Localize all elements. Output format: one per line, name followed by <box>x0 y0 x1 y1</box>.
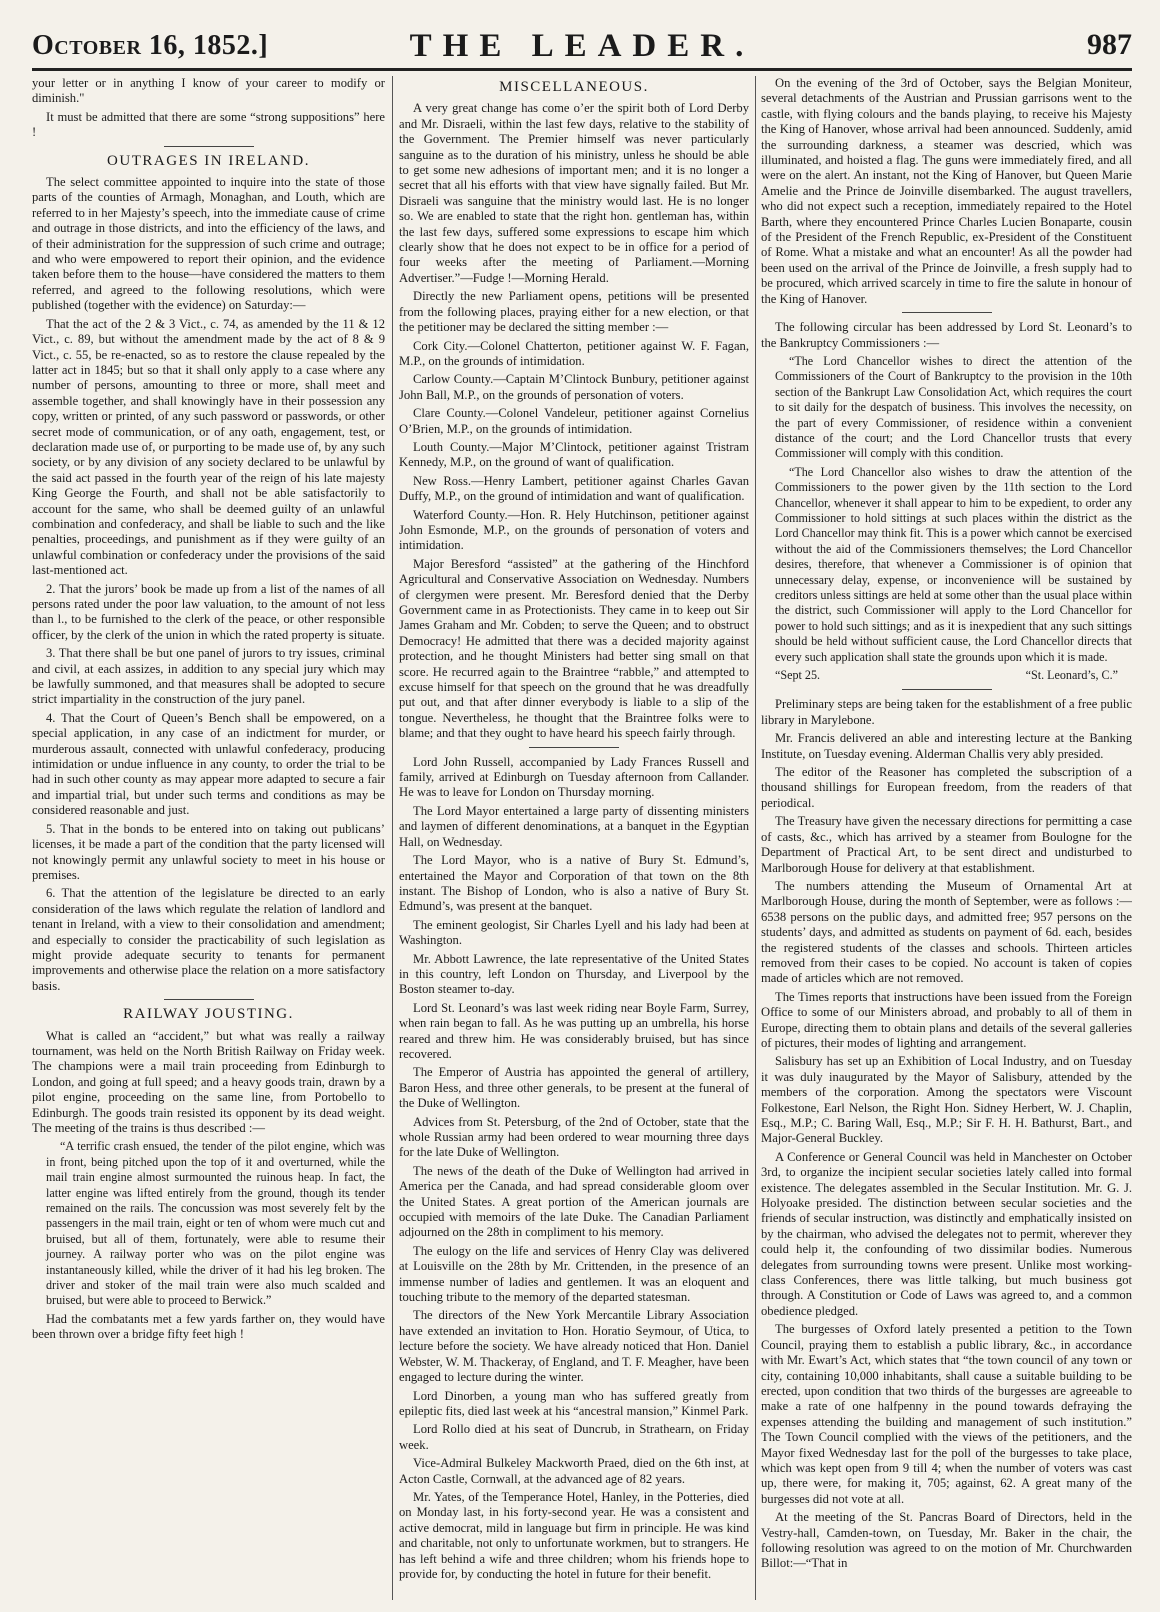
resolution-item: 6. That the attention of the legislature be directed to an early consideration of the laws which regulate the relation of landlord and tenant in Ireland, with a view to their consolidation and amendment; and especially to consider the practicability of such legislation as might provide adequate security to tenants for permanent improvements and otherwise place the relation on a more satisfactory basis. <box>32 886 385 993</box>
news-item: The burgesses of Oxford lately presented a petition to the Town Council, praying them to establish a public library, &c., in accordance with Mr. Ewart’s Act, which states that “the town council of any town or city, containing 10,000 inhabitants, shall cause a suitable building to be erected, upon condition that two thirds of the burgesses are agreeable to make a rate of one halfpenny in the pound towards defraying the expenses attending the building and management of such institution.” The Town Council complied with the views of the petitioners, and the Mayor fixed Wednesday last for the poll of the burgesses to take place, which was kept open from 9 till 4; when the number of voters was cast up, there were, for making it, 705; against, 62. A great many of the burgesses did not vote at all. <box>761 1322 1132 1506</box>
signature-date: “Sept 25. <box>775 668 821 683</box>
news-item: Lord St. Leonard’s was last week riding near Boyle Farm, Surrey, when rain began to fall. As he was putting up an umbrella, his horse reared and threw him. He was considerably bruised, but has since recovered. <box>399 1000 749 1061</box>
circular-paragraph: “The Lord Chancellor wishes to direct the attention of the Commissioners of the Court of Bankruptcy to the provision in the 10th section of the Bankrupt Law Consolidation Act, which requires the court to sit daily for the despatch of business. This involves the necessity, on the part of every Commissioner, of residence within a convenient distance of the court; and the Lord Chancellor trusts that every Commissioner will comply with this condition. <box>775 353 1132 461</box>
news-item: The eminent geologist, Sir Charles Lyell and his lady had been at Washington. <box>399 917 749 948</box>
circular-signature <box>761 668 1132 683</box>
resolution-item: 5. That in the bonds to be entered into on taking out publicans’ licenses, it be made a part of the condition that the party licensed will not knowingly permit any unlawful society to meet in his house or premises. <box>32 821 385 882</box>
petition-item: Waterford County.—Hon. R. Hely Hutchinson, petitioner against John Esmonde, M.P., on the grounds of personation of voters and intimidation. <box>399 507 749 553</box>
petition-item: Carlow County.—Captain M’Clintock Bunbury, petitioner against John Ball, M.P., on the grounds of personation of voters. <box>399 372 749 402</box>
article-paragraph: The select committee appointed to inquire into the state of those parts of the counties of Armagh, Monaghan, and Louth, which are referred to in her Majesty’s speech, into the immediate cause of crime and outrage in those districts, and into the efficiency of the laws, and of their administration for the suppression of such crime and outrage; and who were empowered to report their opinion, and the evidence taken before them to the house—have considered the matters to them referred, and agreed to the following resolutions, which were published (together with the evidence) on Saturday:— <box>32 175 385 313</box>
news-item: The Lord Mayor, who is a native of Bury St. Edmund’s, entertained the Mayor and Corporation of that town on the 8th instant. The Bishop of London, who is also a native of Bury St. Edmund’s, was present at the banquet. <box>399 853 749 914</box>
news-item: The Times reports that instructions have been issued from the Foreign Office to some of our Ministers abroad, and probably to all of them in Europe, directing them to obtain plans and details of the several galleries of pictures, their modes of lighting and arrangement. <box>761 989 1132 1050</box>
news-item: The Treasury have given the necessary directions for permitting a case of casts, &c., which has arrived by a steamer from Boulogne for the Department of Practical Art, to be sent direct and undisturbed to Marlborough House for delivery at that establishment. <box>761 814 1132 875</box>
news-item: At the meeting of the St. Pancras Board of Directors, held in the Vestry-hall, Camden-town, on Tuesday, Mr. Baker in the chair, the following resolution was agreed to on the motion of Mr. Churchwarden Billot:—“That in <box>761 1510 1132 1571</box>
news-item: A Conference or General Council was held in Manchester on October 3rd, to organize the incipient secular societies lately called into formal existence. The delegates assembled in the Secular Institution. Mr. G. J. Holyoake presided. The distinction between secular societies and the friends of secular instruction, was distinctly and emphatically insisted on by the chairman, who advised the delegates not to permit, wherever they could help it, the confounding of two dissimilar bodies. Numerous delegates from surrounding towns were present. Unlike most working-class Conferences, there was little talking, but much business got through. A Constitution or Code of Laws was agreed to, and a common obedience pledged. <box>761 1149 1132 1318</box>
news-item: The directors of the New York Mercantile Library Association have extended an invitation to Hon. Horatio Seymour, of Utica, to lecture before the society. We have already noticed that Hon. Daniel Webster, W. M. Thackeray, of England, and T. F. Meagher, have been engaged to lecture during the winter. <box>399 1308 749 1385</box>
resolution-item: 3. That there shall be but one panel of jurors to try issues, criminal and civil, at each assizes, in addition to any special jury which may be lawfully summoned, and that measures shall be adopted to secure strict impartiality in the construction of the jury panel. <box>32 646 385 707</box>
news-item: The news of the death of the Duke of Wellington had arrived in America per the Canada, and had spread considerable gloom over the United States. A great portion of the American journals are occupied with memoirs of the late Duke. The Canadian Parliament adjourned on the 28th in compliment to his memory. <box>399 1163 749 1240</box>
heading-miscellaneous: MISCELLANEOUS. <box>499 79 649 95</box>
section-separator <box>164 999 254 1000</box>
block-quote: “A terrific crash ensued, the tender of the pilot engine, which was in front, being pitched upon the top of it and overturned, while the mail train engine almost surmounted the ruinous heap. In fact, the latter engine was lifted entirely from the ground, though its tender remained on the rails. The concussion was most severely felt by the passengers in the mail train, eight or ten of whom were much cut and bruised, but all of them, fortunately, were able to resume their journey. A railway porter who was on the pilot engine was instantaneously killed, while the driver of it had his leg broken. The driver and stoker of the mail train were also much scalded and bruised, but were able to proceed to Berwick.” <box>46 1139 385 1308</box>
news-item: The Emperor of Austria has appointed the general of artillery, Baron Hess, and three other generals, to be present at the funeral of the Duke of Wellington. <box>399 1065 749 1111</box>
article-paragraph: What is called an “accident,” but what was really a railway tournament, was held on the North British Railway on Friday week. The champions were a mail train proceeding from Edinburgh to London, and going at full speed; and a heavy goods train, drawn by a pilot engine, proceeding on the same line, from Portobello to Edinburgh. The goods train resisted its opponent by its dead weight. The meeting of the trains is thus described :— <box>32 1028 385 1135</box>
news-item: Lord Dinorben, a young man who has suffered greatly from epileptic fits, died last week at his “ancestral mansion,” Kinmel Park. <box>399 1388 749 1418</box>
section-separator <box>902 312 992 313</box>
resolution-item: 4. That the Court of Queen’s Bench shall be empowered, on a special application, in any case of an indictment for murder, or murderous assault, connected with unlawful confederacy, producing intimidation or undue influence in any county, to order the trial to be had in such other county as may appear more adapted to secure a fair and impartial trial, but under such terms and conditions as may be considered reasonable and just. <box>32 710 385 818</box>
news-item: The eulogy on the life and services of Henry Clay was delivered at Louisville on the 28th by Mr. Crittenden, in the presence of an immense number of ladies and gentlemen. It was an eloquent and touching tribute to the memory of the departed statesman. <box>399 1243 749 1305</box>
article-paragraph: A very great change has come o’er the spirit both of Lord Derby and Mr. Disraeli, within the last few days, relative to the stability of the Government. The Premier himself was never particularly sanguine as to the duration of his ministry, unless he should be able to get some new adhesions of important men; and it is no longer a secret that all his efforts with that view have signally failed. But Mr. Disraeli was sanguine that the ministry would last. He is no longer so. We are enabled to state that the right hon. gentleman has, within the last few days, suffered some expressions to escape him which clearly show that he does not expect to be in office for a period of four weeks after the meeting of Parliament.—Morning Advertiser.”—Fudge !—Morning Herald. <box>399 101 749 285</box>
article-paragraph: The following circular has been addressed by Lord St. Leonard’s to the Bankruptcy Commissioners :— <box>761 320 1132 350</box>
article-paragraph: On the evening of the 3rd of October, says the Belgian Moniteur, several detachments of the Austrian and Prussian garrisons went to the castle, with flying colours and the bands playing, to receive his Majesty the King of Hanover, whose arrival had been announced. Suddenly, amid the surrounding darkness, a steamer was descried, which was illuminated, and hoisted a flag. The guns were immediately fired, and all were on the alert. An instant, not the King of Hanover, but Queen Marie Amelie and the Prince de Joinville disembarked. The august travellers, who did not expect such a reception, immediately repaired to the Hotel Barth, where they encountered Prince Charles Lucien Bonaparte, cousin of the President of the French Republic, ex-President of the Constituent of Rome. What a mistake and what an encounter! As all the powder had been used on the arrival of the Prince de Joinville, a fresh supply had to be procured, which arrived scarcely in time to fire the salute in honour of the King of Hanover. <box>761 76 1132 306</box>
petition-item: New Ross.—Henry Lambert, petitioner against Charles Gavan Duffy, M.P., on the ground of intimidation and want of qualification. <box>399 473 749 504</box>
column-2 <box>399 76 749 1600</box>
section-separator <box>902 689 992 690</box>
column-3 <box>761 76 1132 1600</box>
heading-railway: RAILWAY JOUSTING. <box>123 1006 294 1023</box>
news-item: Vice-Admiral Bulkeley Mackworth Praed, died on the 6th inst, at Acton Castle, Cornwall, at the advanced age of 82 years. <box>399 1456 749 1486</box>
news-item: Lord Rollo died at his seat of Duncrub, in Strathearn, on Friday week. <box>399 1422 749 1452</box>
news-item: Mr. Francis delivered an able and interesting lecture at the Banking Institute, on Tuesday evening. Alderman Challis very ably presided. <box>761 731 1132 761</box>
column-divider <box>755 76 756 1600</box>
intro-paragraph: your letter or in anything I know of your career to modify or diminish." <box>32 76 385 106</box>
news-item: Mr. Yates, of the Temperance Hotel, Hanley, in the Potteries, died on Monday last, in his forty-second year. He was a consistent and active democrat, mild in language but firm in principle. He was kind and charitable, not only to unfortunate workmen, but to strangers. He has left behind a wife and three children; whom his friends hope to provide for, by conducting the hotel in future for their benefit. <box>399 1489 749 1581</box>
article-paragraph: Directly the new Parliament opens, petitions will be presented from the following places, praying either for a new election, or that the petitioner may be declared the sitting member :— <box>399 289 749 335</box>
petition-item: Clare County.—Colonel Vandeleur, petitioner against Cornelius O’Brien, M.P., on the grounds of intimidation. <box>399 406 749 436</box>
page-number: 987 <box>1087 28 1132 61</box>
news-item: Salisbury has set up an Exhibition of Local Industry, and on Tuesday it was duly inaugurated by the Mayor of Salisbury, attended by the members of the corporation. Among the spectators were Viscount Folkestone, Earl Nelson, the Right Hon. Sidney Herbert, W. J. Chaplin, Esq., M.P.; C. Baring Wall, Esq., M.P.; Sir F. H. H. Bathurst, Bart., and Major-General Buckley. <box>761 1054 1132 1146</box>
news-item: The Lord Mayor entertained a large party of dissenting ministers and laymen of different denominations, at a banquet in the Egyptian Hall, on Wednesday. <box>399 803 749 849</box>
resolution-item: That the act of the 2 & 3 Vict., c. 74, as amended by the 11 & 12 Vict., c. 89, but without the amendment made by the act of 8 & 9 Vict., c. 55, be re-enacted, so as to restore the clause repealed by the latter act in 1845; but so that it shall only apply to a case where any number of persons, amounting to three or more, shall meet and assemble together, and shall knowingly have in their possession any copy, written or printed, of any such password or passwords, or other secret mode of communication, or of any oath, engagement, test, or declaration made use of, or purporting to be made use of, by any such society, or by any division of any society declared to be unlawful by the said act passed in the fourth year of the reign of his late majesty King George the Fourth, and shall not be able satisfactorily to account for the same, who shall be deemed guilty of an unlawful combination and confederacy, and shall be liable to such and the like penalties, proceedings, and punishment as if they were guilty of an unlawful combination or confederacy under the provisions of the said last-mentioned act. <box>32 316 385 578</box>
signature-name: “St. Leonard’s, C.” <box>1025 668 1118 683</box>
section-separator <box>529 747 619 748</box>
article-paragraph: Had the combatants met a few yards farther on, they would have been thrown over a bridge fifty feet high ! <box>32 1311 385 1342</box>
issue-date: October 16, 1852.] <box>32 30 269 61</box>
section-separator <box>164 146 254 147</box>
resolution-item: 2. That the jurors’ book be made up from a list of the names of all persons rated under the poor law valuation, to the amount of not less than l., to be furnished to the clerk of the peace, or other responsible officer, by the clerk of the union in which the rated property is situate. <box>32 581 385 642</box>
petition-item: Cork City.—Colonel Chatterton, petitioner against W. F. Fagan, M.P., on the grounds of intimidation. <box>399 338 749 368</box>
news-item: Preliminary steps are being taken for the establishment of a free public library in Marylebone. <box>761 697 1132 727</box>
news-item: Advices from St. Petersburg, of the 2nd of October, state that the whole Russian army had been ordered to wear mourning three days for the late Duke of Wellington. <box>399 1114 749 1160</box>
column-divider <box>392 76 393 1600</box>
circular-paragraph: “The Lord Chancellor also wishes to draw the attention of the Commissioners to the power given by the 11th section to the Lord Chancellor, whenever it shall appear to him to be expedient, to order any Commissioner to hold sittings at such places within the district as the Lord Chancellor may think fit. This is a power which cannot be exercised without the aid of the Commissioners themselves; the Lord Chancellor desires, therefore, that whenever a Commissioner is of opinion that unnecessary delay, expense, or inconvenience will be sustained by creditors unless sittings are held at some other than the usual place within the district, such Commissioner will apply to the Lord Chancellor for power to hold such sittings; and as it is inexpedient that any such sittings should be held without sufficient cause, the Lord Chancellor directs that every such application shall state the grounds upon which it is made. <box>775 464 1132 664</box>
petition-item: Louth County.—Major M’Clintock, petitioner against Tristram Kennedy, M.P., on the ground of want of qualification. <box>399 439 749 470</box>
news-item: Lord John Russell, accompanied by Lady Frances Russell and family, arrived at Edinburgh on Tuesday afternoon from Callander. He was to leave for London on Thursday morning. <box>399 754 749 800</box>
news-item: The editor of the Reasoner has completed the subscription of a thousand shillings for European freedom, from the readers of that periodical. <box>761 765 1132 810</box>
news-item: Mr. Abbott Lawrence, the late representative of the United States in this country, left London on Thursday, and Liverpool by the Boston steamer to-day. <box>399 951 749 997</box>
masthead <box>32 26 1132 66</box>
masthead-rule <box>32 68 1132 71</box>
column-1 <box>32 76 385 1600</box>
news-item: The numbers attending the Museum of Ornamental Art at Marlborough House, during the month of September, were as follows :—6538 persons on the public days, and admitted free; 957 persons on the students’ days, and admitted as students on payment of 6d. each, besides the registered students of the classes and schools. Thirteen articles removed from their cases to be copied. No account is taken of copies made of articles which are not removed. <box>761 878 1132 986</box>
intro-paragraph: It must be admitted that there are some “strong suppositions” here ! <box>32 109 385 140</box>
heading-outrages: OUTRAGES IN IRELAND. <box>107 152 310 169</box>
article-paragraph: Major Beresford “assisted” at the gathering of the Hinchford Agricultural and Conservative Association on Wednesday. Numbers of clergymen were present. Mr. Beresford denied that the Derby Government came in as Protectionists. They came in to keep out Sir James Graham and Mr. Cobden; to serve the Queen; and to obstruct Democracy! He admitted that there was a decided majority against protection, and he thought Ministers had better sing small on that score. He recurred again to the Braintree “rabble,” and attempted to excuse himself for that speech on the ground that he was dreadfully put out, and that after dinner everybody is liable to a slip of the tongue. Nevertheless, he thought that the Braintree folks were to blame; and that they ought to have heard his speech fairly through. <box>399 556 749 741</box>
newspaper-title: THE LEADER. <box>409 28 755 64</box>
